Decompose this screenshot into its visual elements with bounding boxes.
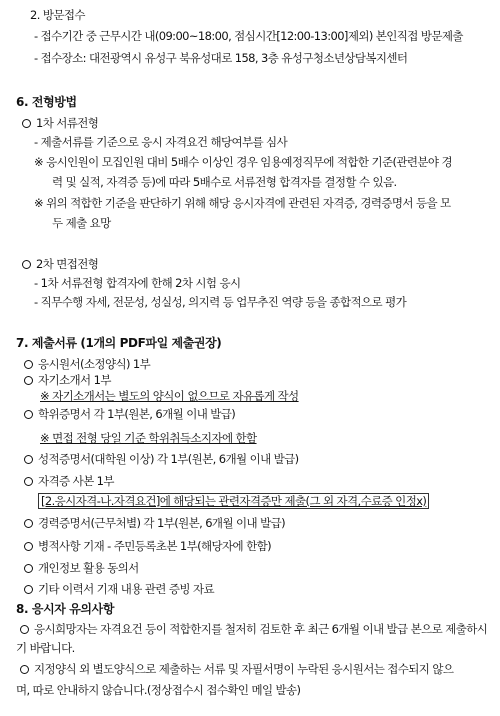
visit-period: - 접수기간 중 근무시간 내(09:00~18:00, 점심시간[12:00-13:00]제외) 본인직접 방문제출 [34,29,463,43]
notice-2-a: 지정양식 외 별도양식으로 제출하는 서류 및 자필서명이 누락된 응시원서는 접수되지 않으 [20,662,453,677]
doc-item-degree: 학위증명서 각 1부(원본, 6개월 이내 발급) [24,407,235,422]
circle-bullet-icon [20,665,29,674]
note-degree: ※ 면접 전형 당일 기준 학위취득소지자에 한함 [40,431,257,445]
circle-bullet-icon [24,477,33,486]
note-self-intro: ※ 자기소개서는 별도의 양식이 없으므로 자유롭게 작성 [40,389,299,403]
circle-bullet-icon [24,519,33,528]
section-8-title: 8. 응시자 유의사항 [16,602,115,616]
section-6-title: 6. 전형방법 [16,95,77,109]
doc-item-application: 응시원서(소정양식) 1부 [24,357,150,372]
visit-title: 2. 방문접수 [30,8,85,22]
doc-item-career: 경력증명서(근무처별) 각 1부(원본, 6개월 이내 발급) [24,516,285,531]
doc-item-self-intro: 자기소개서 1부 [24,373,111,388]
note-certificate: [2.응시자격-나.자격요건]에 해당되는 관련자격증만 제출(그 외 자격,수료증 인정x) [38,494,429,509]
circle-bullet-icon [24,585,33,594]
doc-item-transcript: 성적증명서(대학원 이상) 각 1부(원본, 6개월 이내 발급) [24,452,299,467]
circle-bullet-icon [20,625,29,634]
doc-item-privacy: 개인정보 활용 동의서 [24,561,139,576]
round1-note1-a: ※ 응시인원이 모집인원 대비 5배수 이상인 경우 임용예정직무에 적합한 기준(관련분야 경 [34,155,453,169]
round2-line2: - 직무수행 자세, 전문성, 성실성, 의지력 등 업무추진 역량 등을 종합적으로 평가 [34,295,407,309]
visit-place: - 접수장소: 대전광역시 유성구 북유성대로 158, 3층 유성구청소년상담복지센터 [34,51,408,65]
round1-heading [22,116,98,131]
round2-line1: - 1차 서류전형 합격자에 한해 2차 시험 응시 [34,276,241,290]
circle-bullet-icon [22,119,31,128]
notice-1-b: 기 바랍니다. [16,641,75,655]
circle-bullet-icon [22,260,31,269]
notice-2-b: 며, 따로 안내하지 않습니다.(정상접수시 접수확인 메일 발송) [16,683,301,697]
round1-note2-b: 두 제출 요망 [52,216,111,230]
round1-note1-b: 력 및 실적, 자격증 등)에 따라 5배수로 서류전형 합격자를 결정할 수 있음. [52,175,397,189]
circle-bullet-icon [24,410,33,419]
doc-item-certificate: 자격증 사본 1부 [24,474,114,489]
round1-line: - 제출서류를 기준으로 응시 자격요건 해당여부를 심사 [34,135,288,149]
notice-1-a: 응시희망자는 자격요건 등이 적합한지를 철저히 검토한 후 최근 6개월 이내 발급 본으로 제출하시 [20,622,487,637]
section-7-title: 7. 제출서류 (1개의 PDF파일 제출권장) [16,336,222,350]
circle-bullet-icon [24,564,33,573]
circle-bullet-icon [24,360,33,369]
doc-item-military: 병적사항 기재 - 주민등록초본 1부(해당자에 한함) [24,539,271,554]
doc-item-other: 기타 이력서 기재 내용 관련 증빙 자료 [24,582,214,597]
round1-note2-a: ※ 위의 적합한 기준을 판단하기 위해 해당 응시자격에 관련된 자격증, 경력증명서 등을 모 [34,196,451,210]
round2-heading [22,257,98,272]
circle-bullet-icon [24,542,33,551]
circle-bullet-icon [24,455,33,464]
round2-title: 2차 면접전형 [36,257,99,271]
round1-title: 1차 서류전형 [36,116,99,130]
circle-bullet-icon [24,376,33,385]
